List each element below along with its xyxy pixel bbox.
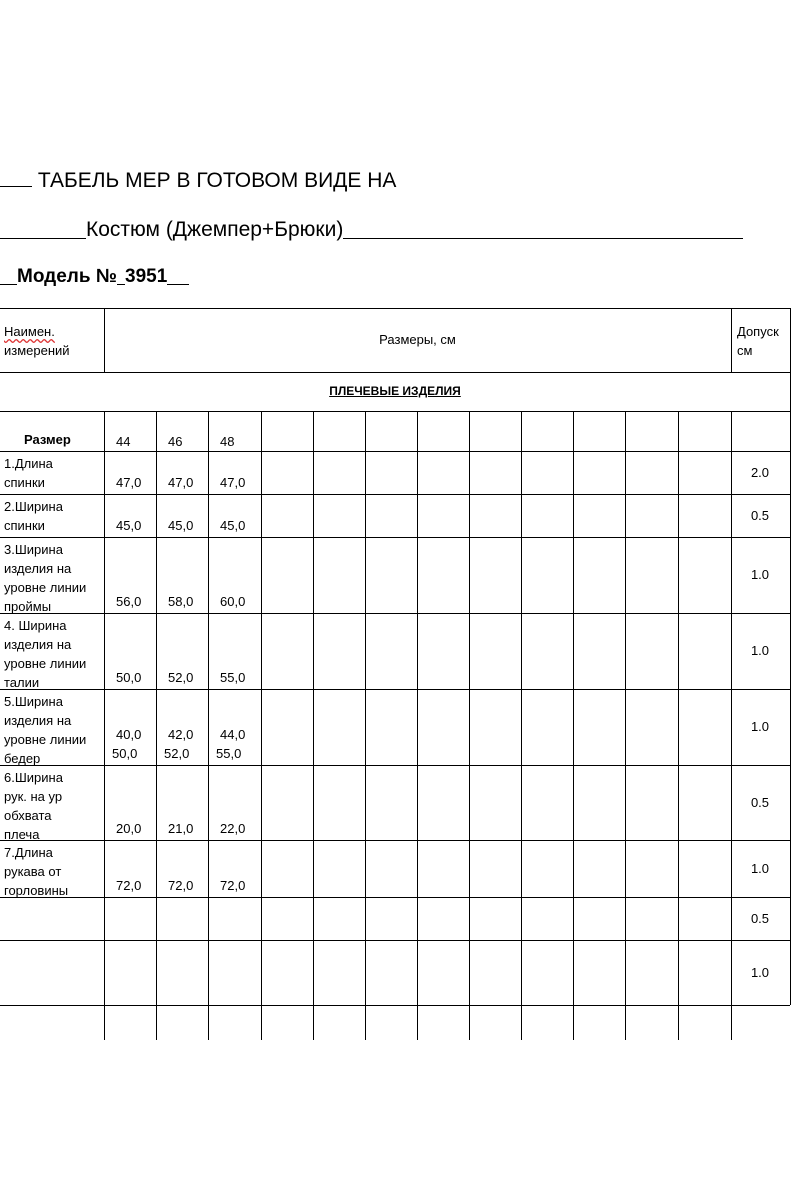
document-title: ТАБЕЛЬ МЕР В ГОТОВОМ ВИДЕ НА <box>37 169 397 192</box>
table-vline <box>313 411 314 1040</box>
measurement-value: 22,0 <box>220 821 246 836</box>
measurement-value: 40,0 <box>116 727 142 742</box>
table-vline <box>208 411 209 1040</box>
table-hline <box>0 613 790 614</box>
table-vline <box>731 308 732 372</box>
measurement-value: 55,0 <box>220 670 246 685</box>
measurement-name: 6.Ширина рук. на ур обхвата плеча <box>4 770 63 842</box>
table-vline <box>365 411 366 1040</box>
measurement-name: 1.Длина спинки <box>4 456 53 490</box>
measurement-value: 45,0 <box>116 518 142 533</box>
model-number: 3951 <box>125 266 168 287</box>
measurement-value: 21,0 <box>168 821 194 836</box>
table-hline <box>0 897 790 898</box>
table-vline <box>573 411 574 1040</box>
table-hline <box>0 940 790 941</box>
tolerance-value: 2.0 <box>750 465 770 480</box>
col-tolerance-header <box>737 322 779 360</box>
table-hline <box>0 451 790 452</box>
table-hline <box>0 537 790 538</box>
measurement-name: 5.Ширина изделия на уровне линии бедер <box>4 694 87 766</box>
measurement-value: 45,0 <box>220 518 246 533</box>
table-hline <box>0 372 790 373</box>
tolerance-value: 1.0 <box>750 567 770 582</box>
col-name-header <box>4 322 70 360</box>
section-title: ПЛЕЧЕВЫЕ ИЗДЕЛИЯ <box>329 384 461 398</box>
table-hline <box>0 1005 790 1006</box>
table-hline <box>0 689 790 690</box>
measurement-value: 72,0 <box>220 878 246 893</box>
measurement-name: 3.Ширина изделия на уровне линии проймы <box>4 542 87 614</box>
measurement-value: 45,0 <box>168 518 194 533</box>
table-vline <box>469 411 470 1040</box>
col-name-header-line2: измерений <box>4 343 70 358</box>
measurement-name: 7.Длина рукава от горловины <box>4 845 69 898</box>
measurement-name: 4. Ширина изделия на уровне линии талии <box>4 618 87 690</box>
tolerance-value: 0.5 <box>750 508 770 523</box>
measurement-value: 60,0 <box>220 594 246 609</box>
model-label: Модель № <box>17 266 118 287</box>
table-hline <box>0 308 790 309</box>
size-48: 48 <box>220 434 235 449</box>
table-vline <box>521 411 522 1040</box>
table-vline <box>417 411 418 1040</box>
table-hline <box>0 494 790 495</box>
measurement-value: 47,0 <box>168 475 194 490</box>
size-44: 44 <box>116 434 131 449</box>
product-name: Костюм (Джемпер+Брюки) <box>86 218 344 241</box>
measurement-value: 47,0 <box>116 475 142 490</box>
table-vline <box>678 411 679 1040</box>
table-vline <box>790 308 791 451</box>
tolerance-value: 1.0 <box>750 965 770 980</box>
table-vline <box>790 451 791 1005</box>
measurement-value: 20,0 <box>116 821 142 836</box>
size-row-label: Размер <box>24 432 71 447</box>
col-sizes-header: Размеры, см <box>379 332 456 347</box>
tolerance-value: 1.0 <box>750 643 770 658</box>
table-hline <box>0 765 790 766</box>
col-tolerance-header-line2: см <box>737 343 753 358</box>
table-vline <box>156 411 157 1040</box>
measurement-value: 58,0 <box>168 594 194 609</box>
measurement-name: 2.Ширина спинки <box>4 499 63 533</box>
measurement-value: 44,0 <box>220 727 246 742</box>
tolerance-value: 0.5 <box>750 795 770 810</box>
measurement-value: 72,0 <box>168 878 194 893</box>
size-46: 46 <box>168 434 183 449</box>
table-hline <box>0 411 790 412</box>
tolerance-value: 1.0 <box>750 719 770 734</box>
measurement-value: 52,0 <box>168 670 194 685</box>
table-vline <box>625 411 626 1040</box>
measurement-value: 50,0 <box>116 670 142 685</box>
tolerance-value: 1.0 <box>750 861 770 876</box>
measurement-value-secondary: 50,0 <box>112 746 138 761</box>
measurement-value: 56,0 <box>116 594 142 609</box>
table-vline <box>104 411 105 1040</box>
measurement-value-secondary: 55,0 <box>216 746 242 761</box>
measurement-value: 47,0 <box>220 475 246 490</box>
tolerance-value: 0.5 <box>750 911 770 926</box>
measurement-value-secondary: 52,0 <box>164 746 190 761</box>
col-name-header-line1: Наимен. <box>4 324 55 339</box>
measurement-value: 72,0 <box>116 878 142 893</box>
table-vline <box>261 411 262 1040</box>
col-tolerance-header-line1: Допуск <box>737 324 779 339</box>
table-hline <box>0 840 790 841</box>
measurement-value: 42,0 <box>168 727 194 742</box>
